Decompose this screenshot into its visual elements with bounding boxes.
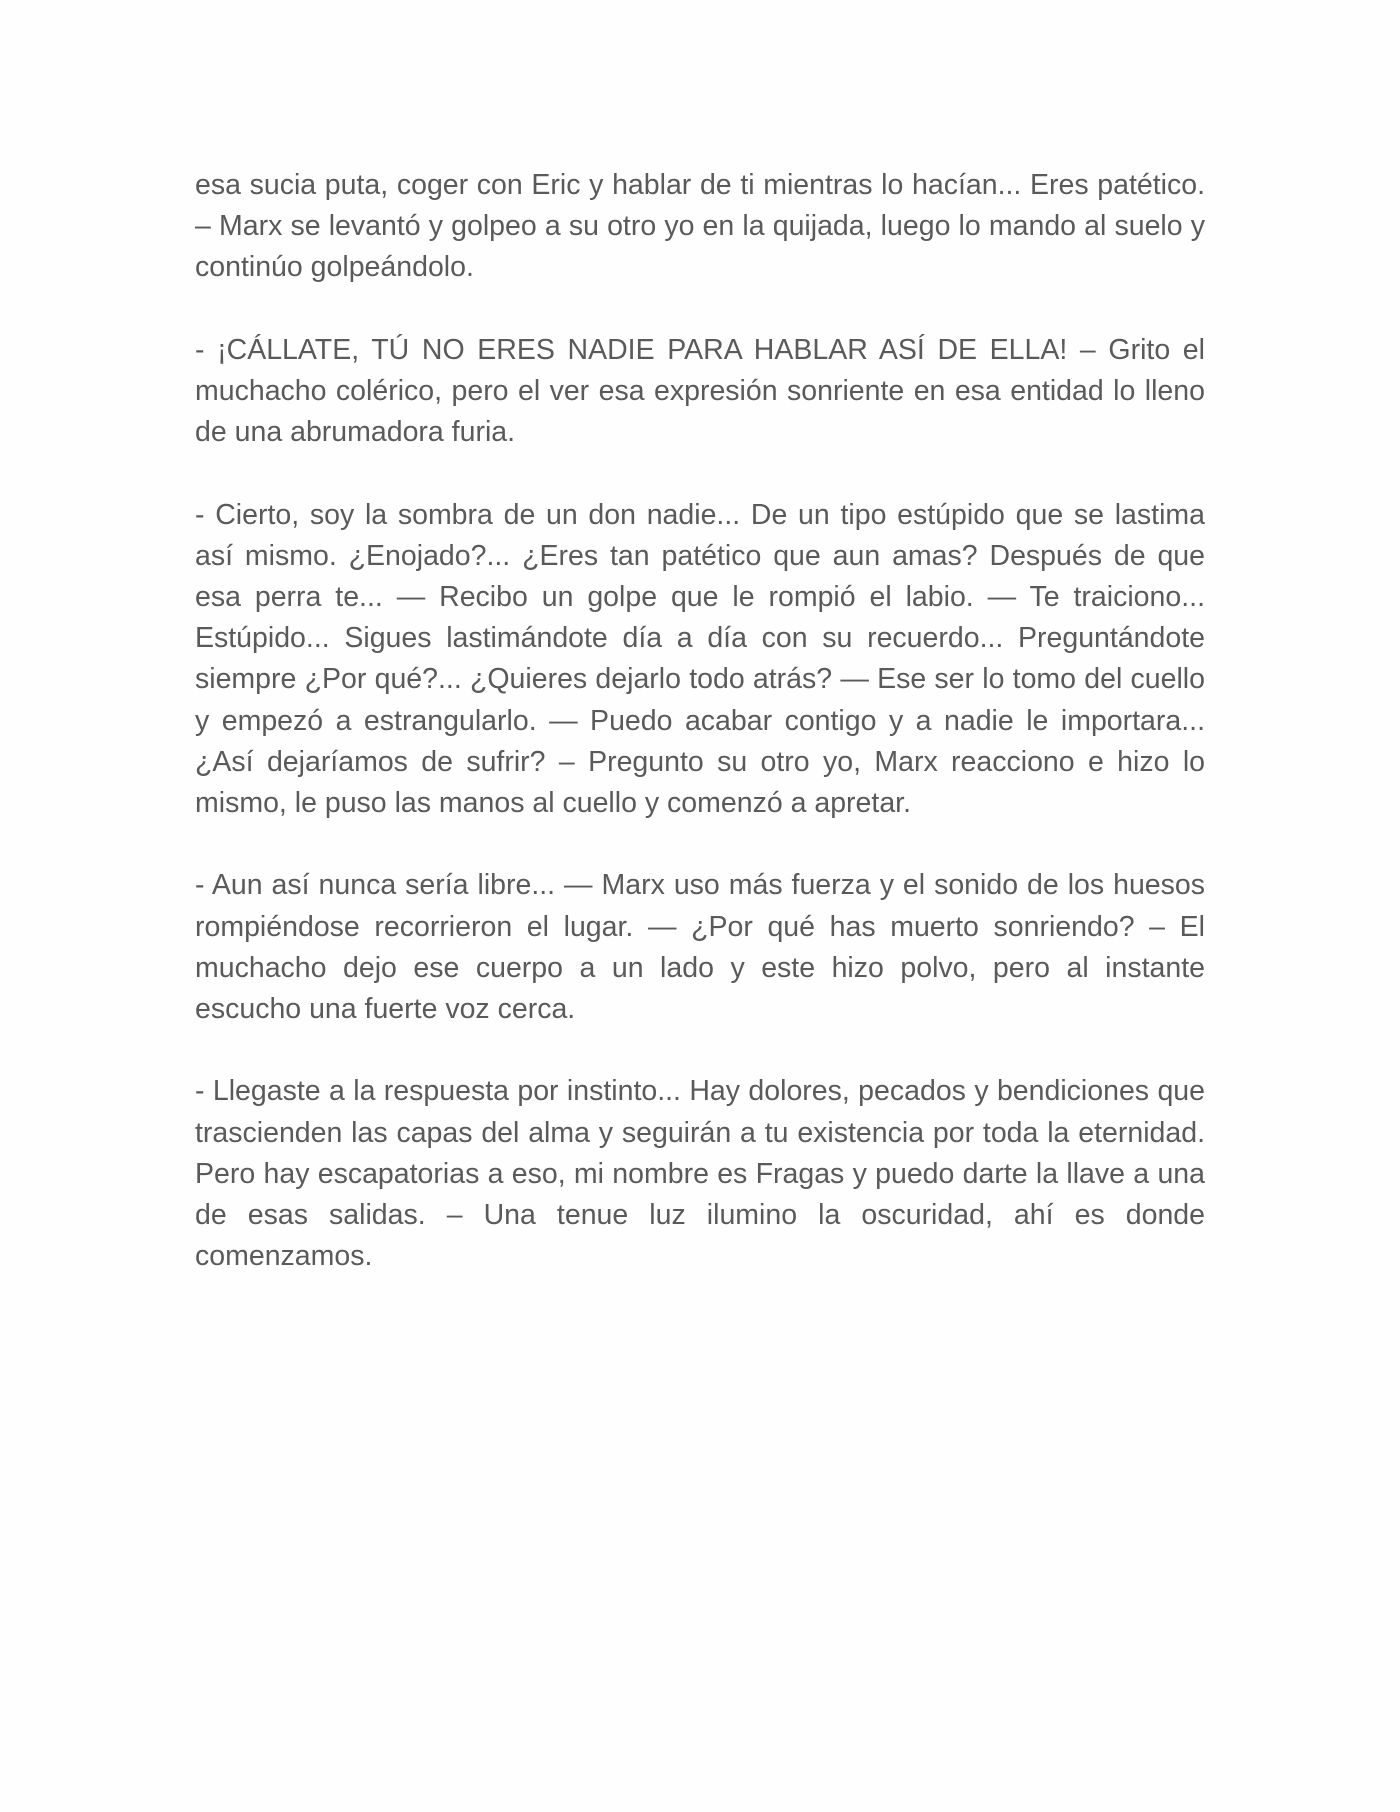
- paragraph: - Llegaste a la respuesta por instinto... Hay dolores, pecados y bendiciones que trascienden las capas del alma y seguirán a tu existencia por toda la eternidad. Pero hay escapatorias a eso, mi nombre es Fragas y puedo darte la llave a una de esas salidas. – Una tenue luz ilumino la oscuridad, ahí es donde comenzamos.: [195, 1075, 1205, 1273]
- paragraph: - Cierto, soy la sombra de un don nadie... De un tipo estúpido que se lastima así mismo. ¿Enojado?... ¿Eres tan patético que aun amas? Después de que esa perra te... — Recibo un golpe que le rompió el labio. — Te traiciono... Estúpido... Sigues lastimándote día a día con su recuerdo... Preguntándote siempre ¿Por qué?... ¿Quieres dejarlo todo atrás? — Ese ser lo tomo del cuello y empezó a estrangularlo. — Puedo acabar contigo y a nadie le importara... ¿Así dejaríamos de sufrir? – Pregunto su otro yo, Marx reacciono e hizo lo mismo, le puso las manos al cuello y comenzó a apretar.: [195, 498, 1205, 820]
- paragraph: - ¡CÁLLATE, TÚ NO ERES NADIE PARA HABLAR ASÍ DE ELLA! – Grito el muchacho colérico, pero el ver esa expresión sonriente en esa entidad lo lleno de una abrumadora furia.: [195, 333, 1205, 449]
- document-body: [195, 165, 1205, 1277]
- paragraph: - Aun así nunca sería libre... — Marx uso más fuerza y el sonido de los huesos rompiéndose recorrieron el lugar. — ¿Por qué has muerto sonriendo? – El muchacho dejo ese cuerpo a un lado y este hizo polvo, pero al instante escucho una fuerte voz cerca.: [195, 869, 1205, 1026]
- paragraph: esa sucia puta, coger con Eric y hablar de ti mientras lo hacían... Eres patético. – Marx se levantó y golpeo a su otro yo en la quijada, luego lo mando al suelo y continúo golpeándolo.: [195, 169, 1205, 284]
